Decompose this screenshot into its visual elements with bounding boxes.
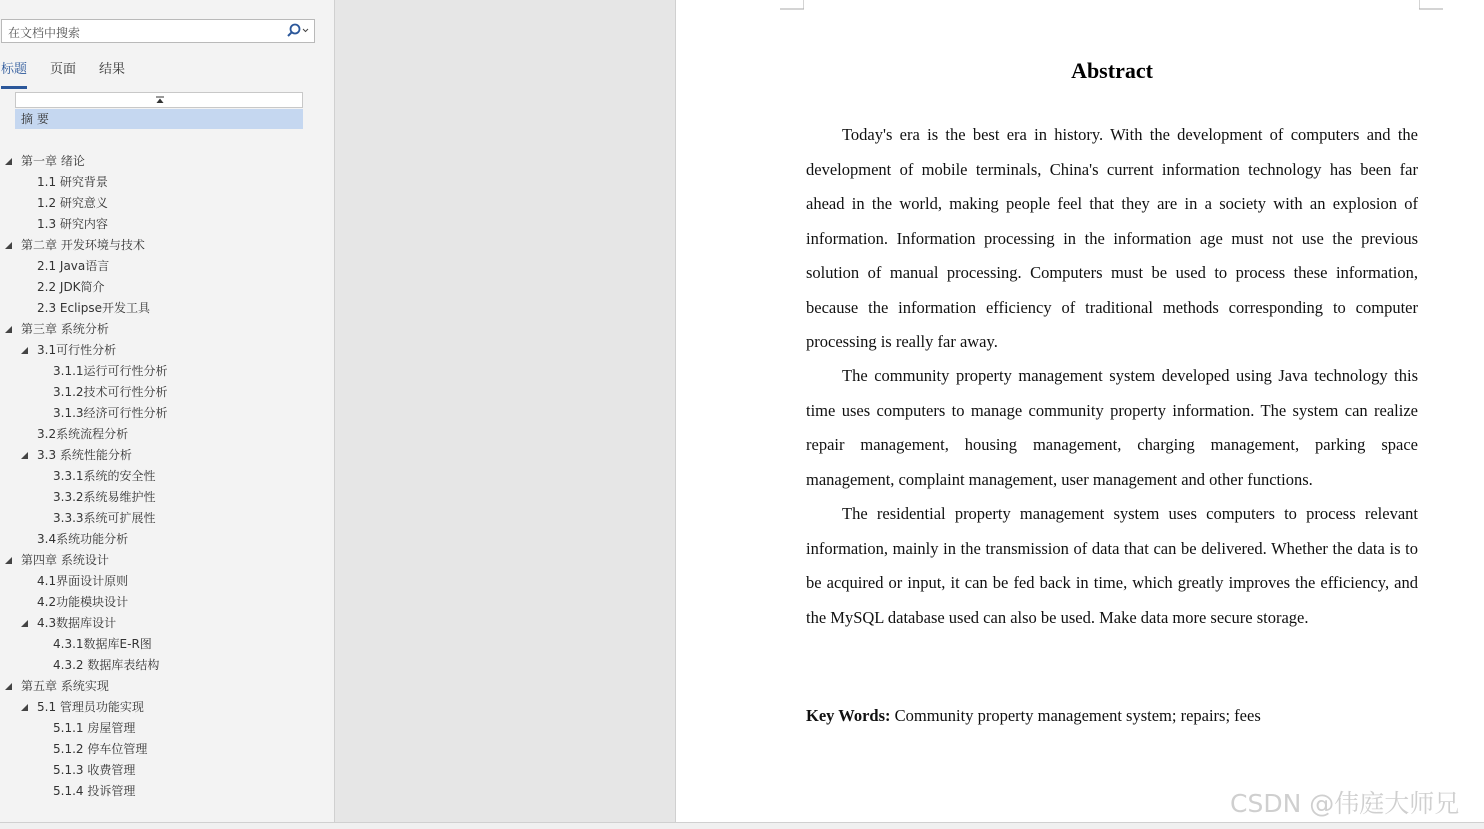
collapse-triangle-icon[interactable]	[5, 158, 12, 165]
nav-item-label: 摘 要	[21, 112, 49, 126]
nav-heading-item[interactable]	[0, 298, 330, 318]
nav-heading-item[interactable]	[0, 676, 330, 696]
nav-item-label: 4.1界面设计原则	[37, 574, 129, 588]
nav-heading-item[interactable]	[0, 172, 330, 192]
nav-heading-item[interactable]	[0, 781, 330, 801]
nav-heading-item[interactable]	[0, 403, 330, 423]
abstract-paragraph: Today's era is the best era in history. With the development of computers and the development of mobile terminals, China's current information technology has been far ahead in the world, making people feel that they are in a society with an explosion of information. Information processing in the information age must not use the previous solution of manual processing. Computers must be used to process these information, because the information efficiency of traditional methods corresponding to computer processing is really far away.	[806, 125, 1418, 351]
nav-heading-item[interactable]	[0, 382, 330, 402]
nav-item-label: 第三章 系统分析	[21, 322, 109, 336]
scroll-to-top-button[interactable]	[15, 92, 303, 108]
watermark: CSDN @伟庭大师兄	[1230, 789, 1460, 818]
nav-heading-item[interactable]	[0, 466, 330, 486]
nav-heading-item[interactable]	[0, 256, 330, 276]
tab-pages[interactable]: 页面	[50, 62, 77, 77]
page-corner-mark	[780, 0, 804, 10]
nav-item-label: 5.1.3 收费管理	[53, 763, 136, 777]
nav-item-label: 2.3 Eclipse开发工具	[37, 301, 150, 315]
nav-heading-item[interactable]	[0, 487, 330, 507]
nav-heading-item[interactable]	[0, 529, 330, 549]
nav-heading-item[interactable]	[0, 151, 330, 171]
nav-heading-item[interactable]	[0, 739, 330, 759]
nav-item-label: 4.3.2 数据库表结构	[53, 658, 160, 672]
nav-heading-item[interactable]	[0, 361, 330, 381]
nav-item-label: 5.1 管理员功能实现	[37, 700, 144, 714]
nav-item-label: 3.1.3经济可行性分析	[53, 406, 168, 420]
keywords-line	[806, 706, 1261, 726]
navigation-pane	[0, 0, 335, 822]
collapse-triangle-icon[interactable]	[5, 683, 12, 690]
nav-item-label: 3.3 系统性能分析	[37, 448, 132, 462]
nav-heading-item[interactable]	[0, 592, 330, 612]
nav-item-label: 3.3.3系统可扩展性	[53, 511, 156, 525]
nav-item-label: 第五章 系统实现	[21, 679, 109, 693]
nav-heading-item[interactable]	[0, 613, 330, 633]
scroll-up-icon	[156, 96, 164, 104]
nav-item-label: 2.1 Java语言	[37, 259, 110, 273]
nav-item-label: 4.3.1数据库E-R图	[53, 637, 152, 651]
page-title: Abstract	[1071, 58, 1153, 83]
nav-item-label: 4.2功能模块设计	[37, 595, 129, 609]
nav-item-label: 3.1.1运行可行性分析	[53, 364, 168, 378]
nav-heading-item[interactable]	[0, 697, 330, 717]
collapse-triangle-icon[interactable]	[21, 452, 28, 459]
nav-heading-item[interactable]	[0, 571, 330, 591]
nav-heading-item[interactable]	[0, 655, 330, 675]
nav-heading-item[interactable]	[0, 508, 330, 528]
nav-tabs	[0, 62, 330, 90]
search-input[interactable]: 在文档中搜索	[8, 26, 81, 40]
nav-heading-item[interactable]	[0, 760, 330, 780]
nav-item-selected[interactable]	[15, 109, 303, 129]
nav-heading-item[interactable]	[0, 718, 330, 738]
nav-item-label: 3.3.1系统的安全性	[53, 469, 156, 483]
collapse-triangle-icon[interactable]	[21, 620, 28, 627]
tab-headings[interactable]: 标题	[1, 62, 27, 89]
nav-heading-item[interactable]	[0, 340, 330, 360]
page-corner-mark	[1419, 0, 1443, 10]
nav-heading-item[interactable]	[0, 424, 330, 444]
nav-heading-item[interactable]	[0, 445, 330, 465]
nav-item-label: 5.1.1 房屋管理	[53, 721, 136, 735]
abstract-paragraph: The residential property management system uses computers to process relevant information, mainly in the transmission of data that can be delivered. Whether the data is to be acquired or input, it can be fed back in time, which greatly improves the efficiency, and the MySQL database used can also be used. Make data more secure storage.	[806, 504, 1418, 627]
nav-heading-item[interactable]	[0, 634, 330, 654]
collapse-triangle-icon[interactable]	[5, 326, 12, 333]
nav-item-label: 3.1.2技术可行性分析	[53, 385, 168, 399]
collapse-triangle-icon[interactable]	[21, 704, 28, 711]
nav-item-label: 3.1可行性分析	[37, 343, 117, 357]
search-icon[interactable]	[284, 22, 312, 40]
nav-item-label: 5.1.4 投诉管理	[53, 784, 136, 798]
nav-item-label: 第四章 系统设计	[21, 553, 109, 567]
nav-item-label: 1.3 研究内容	[37, 217, 108, 231]
nav-item-label: 2.2 JDK简介	[37, 280, 105, 294]
nav-item-label: 第一章 绪论	[21, 154, 85, 168]
collapse-triangle-icon[interactable]	[5, 242, 12, 249]
nav-heading-item[interactable]	[0, 235, 330, 255]
nav-heading-item[interactable]	[0, 214, 330, 234]
nav-item-label: 3.3.2系统易维护性	[53, 490, 156, 504]
nav-item-label: 第二章 开发环境与技术	[21, 238, 145, 252]
document-canvas	[335, 0, 675, 822]
search-box[interactable]	[1, 19, 315, 43]
keywords-text: Community property management system; repairs; fees	[894, 706, 1261, 725]
collapse-triangle-icon[interactable]	[5, 557, 12, 564]
keywords-label: Key Words:	[806, 706, 891, 725]
nav-item-label: 1.2 研究意义	[37, 196, 108, 210]
nav-heading-item[interactable]	[0, 193, 330, 213]
nav-heading-item[interactable]	[0, 277, 330, 297]
abstract-paragraph: The community property management system developed using Java technology this time uses computers to manage community property information. The system can realize repair management, housing management, charging management, parking space management, complaint management, user management and other functions.	[806, 366, 1418, 489]
collapse-triangle-icon[interactable]	[21, 347, 28, 354]
tab-results[interactable]: 结果	[99, 62, 126, 77]
nav-item-label: 5.1.2 停车位管理	[53, 742, 148, 756]
nav-heading-item[interactable]	[0, 550, 330, 570]
nav-item-label: 3.2系统流程分析	[37, 427, 129, 441]
nav-heading-item[interactable]	[0, 319, 330, 339]
nav-item-label: 3.4系统功能分析	[37, 532, 129, 546]
nav-item-label: 1.1 研究背景	[37, 175, 108, 189]
nav-item-label: 4.3数据库设计	[37, 616, 117, 630]
